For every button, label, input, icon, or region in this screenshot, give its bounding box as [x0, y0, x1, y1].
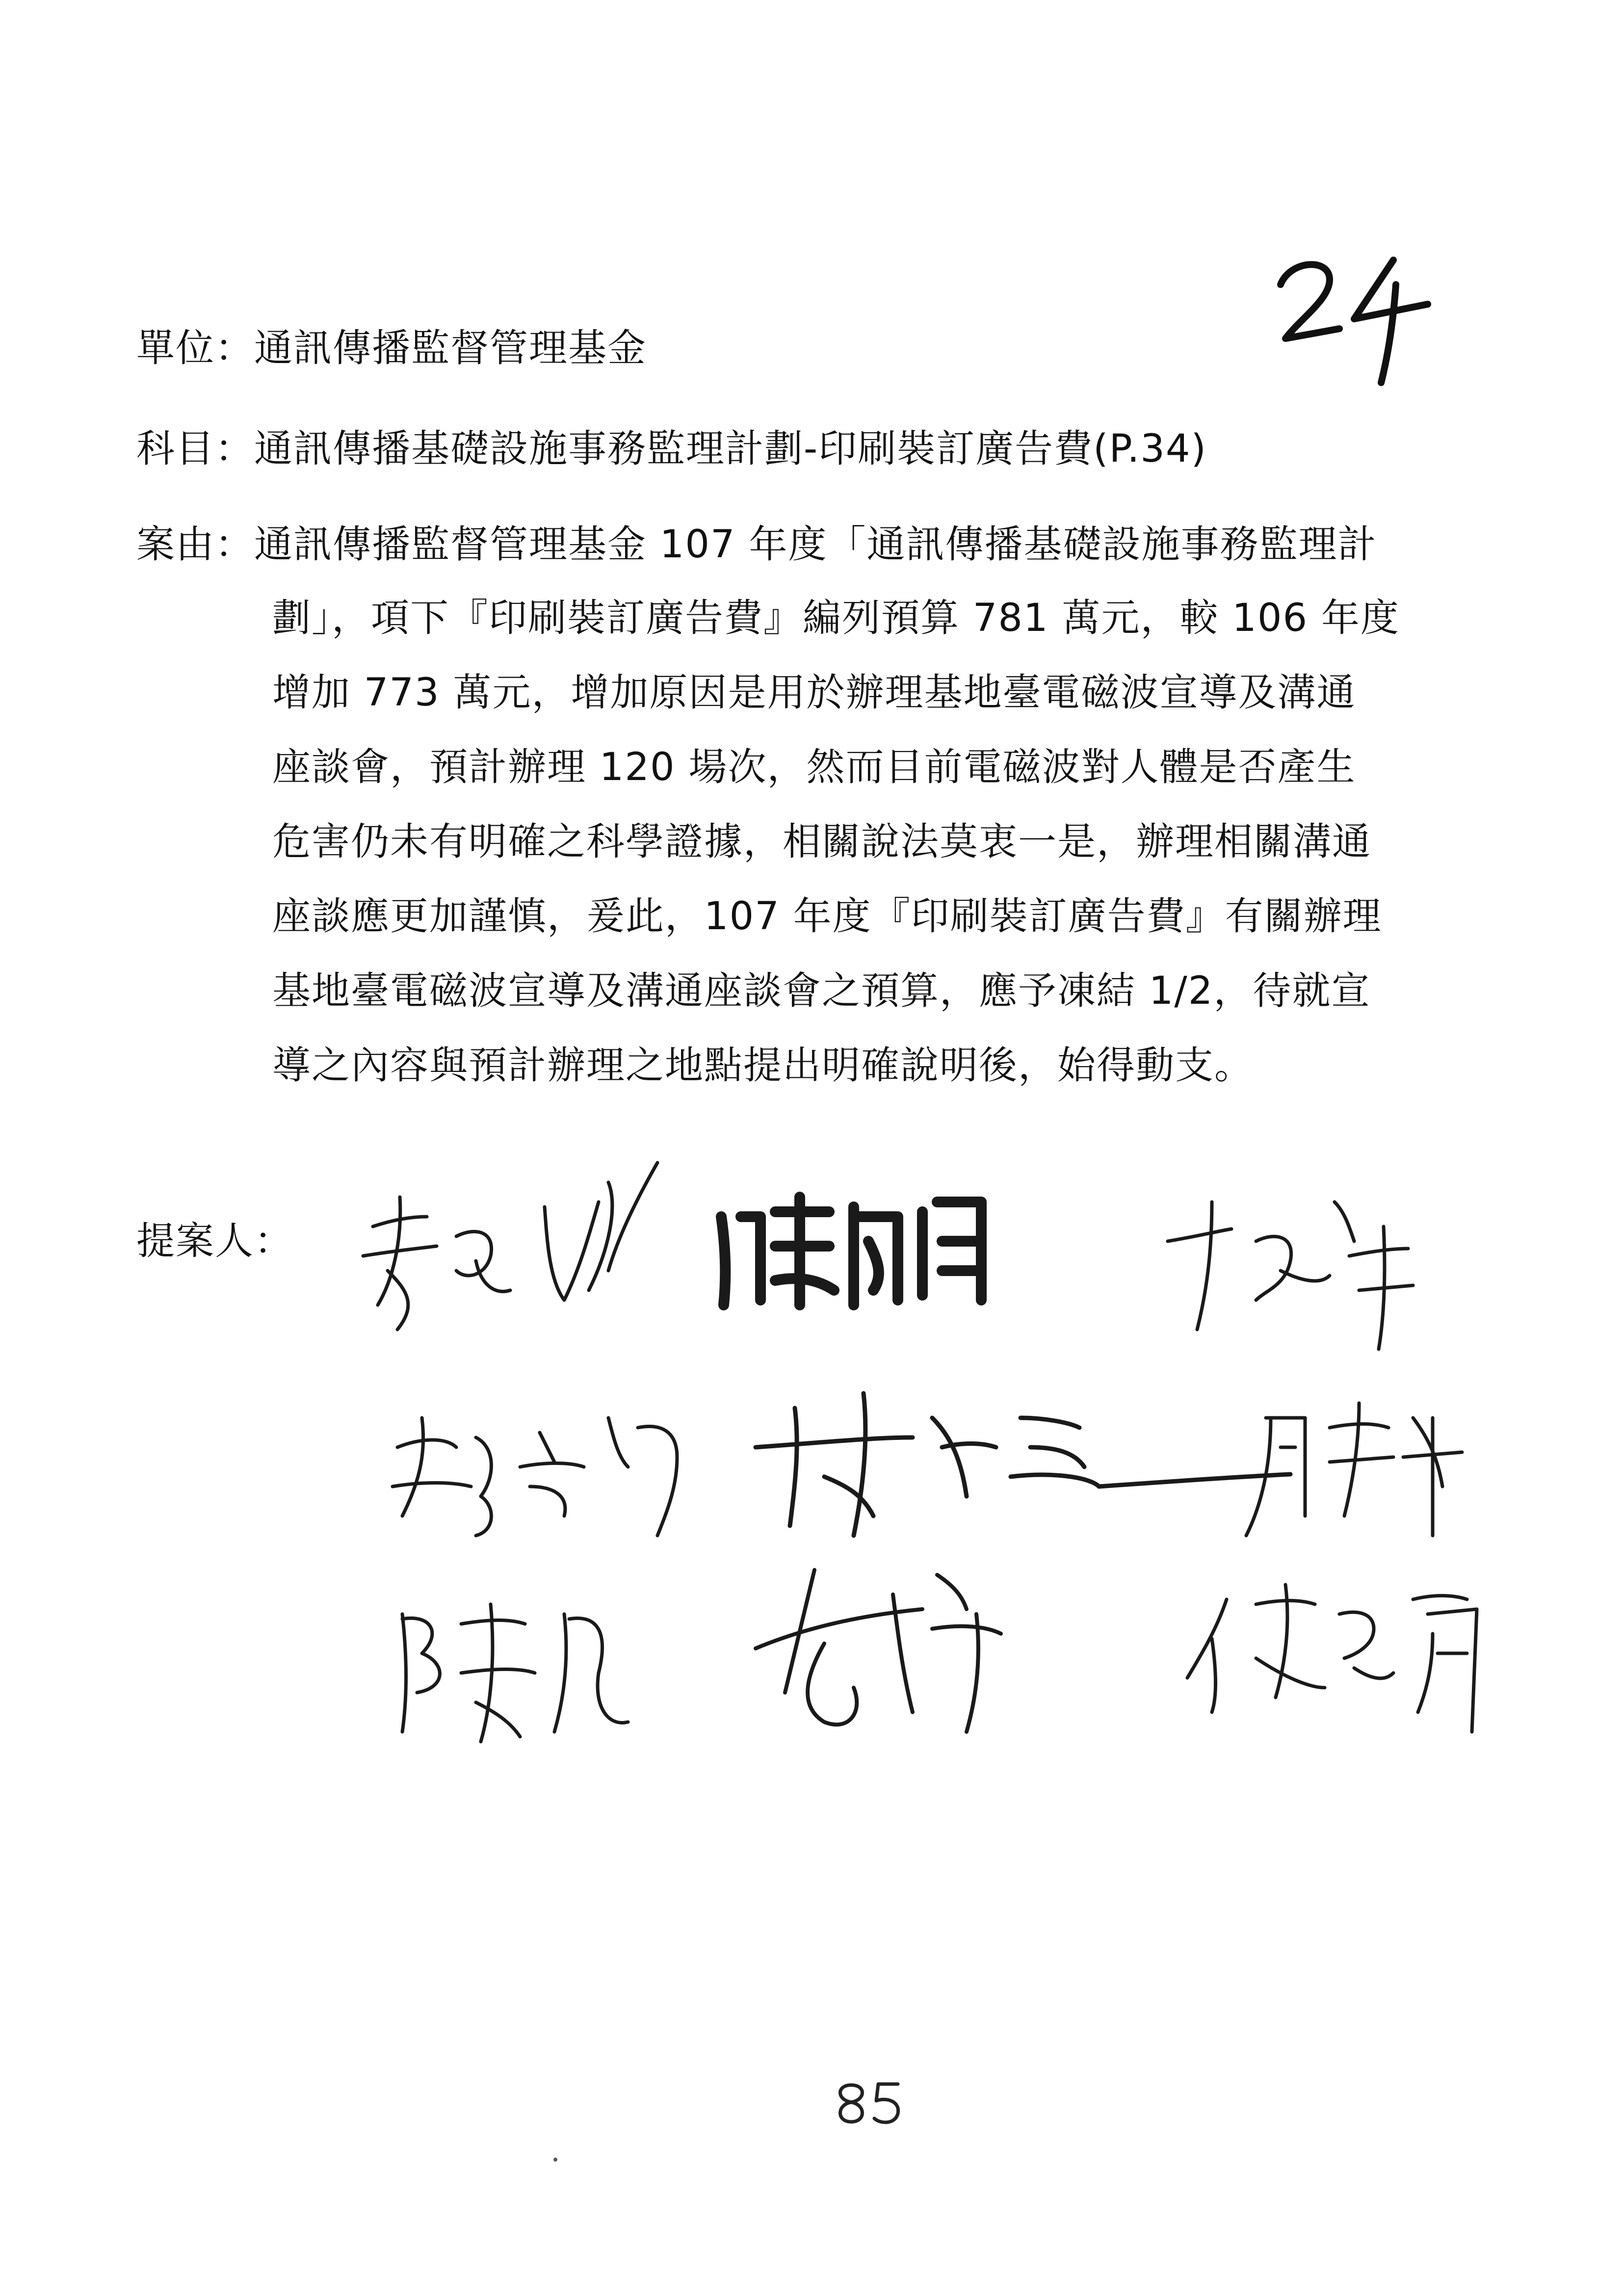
proposer-label: 提案人： — [136, 1219, 294, 1263]
case-line-2: 劃」，項下『印刷裝訂廣告費』編列預算 781 萬元，較 106 年度 — [272, 596, 1400, 640]
scan-speck — [553, 2158, 557, 2162]
case-label: 案由： — [136, 522, 255, 567]
handwritten-page-85 — [829, 2075, 908, 2129]
signature-4 — [1168, 1202, 1413, 1349]
signature-1 — [363, 1197, 510, 1330]
signature-3 — [721, 1197, 981, 1305]
case-line-7: 基地臺電磁波宣導及溝通座談會之預算，應予凍結 1/2，待就宣 — [272, 969, 1371, 1013]
signature-10 — [1187, 1585, 1477, 1732]
unit-label: 單位： — [136, 326, 255, 370]
case-body — [272, 594, 1400, 1116]
signature-5 — [393, 1418, 677, 1536]
case-line-1: 通訊傳播監督管理基金 107 年度「通訊傳播基礎設施事務監理計 — [254, 522, 1377, 567]
subject-label: 科目： — [136, 427, 255, 471]
signature-8 — [402, 1604, 628, 1742]
case-row — [136, 520, 1377, 569]
case-line-3: 增加 773 萬元，增加原因是用於辦理基地臺電磁波宣導及溝通 — [272, 671, 1356, 715]
case-line-8: 導之內容與預計辦理之地點提出明確說明後，始得動支。 — [272, 1044, 1254, 1088]
signature-6 — [756, 1393, 1290, 1536]
signature-2 — [545, 1163, 657, 1300]
case-line-4: 座談會，預計辦理 120 場次，然而目前電磁波對人體是否產生 — [272, 745, 1356, 789]
proposer-row — [136, 1217, 293, 1266]
handwritten-number-24 — [1271, 245, 1438, 392]
unit-row — [136, 324, 647, 373]
signature-7 — [1246, 1403, 1462, 1536]
unit-value: 通訊傳播監督管理基金 — [254, 326, 647, 370]
subject-row — [136, 424, 1207, 473]
handwritten-signatures — [334, 1143, 1536, 1791]
case-line-5: 危害仍未有明確之科學證據，相關說法莫衷一是，辦理相關溝通 — [272, 820, 1372, 864]
case-line-6: 座談應更加謹慎，爰此，107 年度『印刷裝訂廣告費』有關辦理 — [272, 894, 1382, 939]
signature-9 — [756, 1570, 1001, 1732]
subject-value: 通訊傳播基礎設施事務監理計劃-印刷裝訂廣告費(P.34) — [254, 427, 1207, 471]
